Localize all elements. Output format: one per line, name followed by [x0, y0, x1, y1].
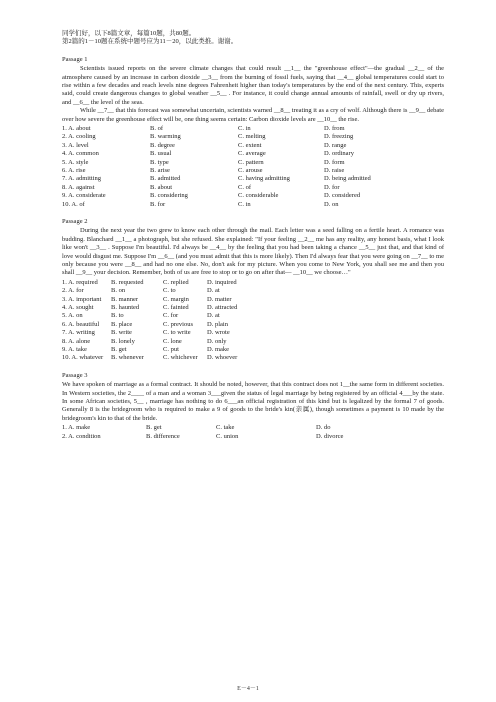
- option: B. write: [111, 329, 132, 337]
- option: C. of: [238, 183, 251, 191]
- option: B. get: [111, 345, 127, 353]
- option: D. divorce: [316, 432, 344, 440]
- question-options: [62, 424, 444, 432]
- passage-3: [62, 372, 444, 441]
- option: C. take: [216, 424, 235, 432]
- option: C. replied: [163, 278, 189, 286]
- option: C. extent: [238, 141, 262, 149]
- intro-notice: [62, 30, 444, 47]
- option: B. type: [150, 158, 169, 166]
- option: B. degree: [150, 141, 175, 149]
- question-options: [62, 346, 444, 354]
- option: B. on: [111, 287, 126, 295]
- option: 2. A. for: [62, 287, 84, 295]
- options-list: [62, 279, 444, 363]
- option: C. whichever: [163, 354, 198, 362]
- question-options: [62, 433, 444, 441]
- option: 4. A. common: [62, 150, 99, 158]
- option: 7. A. admitting: [62, 175, 101, 183]
- option: 5. A. on: [62, 312, 83, 320]
- option: B. place: [111, 320, 133, 328]
- option: C. put: [163, 345, 179, 353]
- option: C. melting: [238, 133, 266, 141]
- option: D. only: [207, 337, 227, 345]
- option: B. of: [150, 125, 163, 133]
- question-options: [62, 338, 444, 346]
- option: C. to write: [163, 329, 191, 337]
- question-options: [62, 321, 444, 329]
- option: D. inquired: [207, 278, 237, 286]
- option: 6. A. rise: [62, 167, 86, 175]
- option: C. arouse: [238, 167, 263, 175]
- question-options: [62, 175, 444, 183]
- option: D. raise: [324, 167, 345, 175]
- option: B. for: [150, 200, 166, 208]
- question-options: [62, 184, 444, 192]
- option: C. for: [163, 312, 179, 320]
- option: D. do: [316, 424, 331, 432]
- intro-line: 同学们好，以下8篇文章，每篇10题，共80题。: [62, 30, 196, 37]
- option: C. in: [238, 125, 251, 133]
- option: 2. A. condition: [62, 432, 101, 440]
- passage-title: Passage 1: [62, 55, 88, 63]
- option: B. to: [111, 312, 124, 320]
- passage-paragraph: During the next year the two grew to know each other through the mail. Each letter was a seed falling on a fertile heart. A romance was budding. Blanchard __1__ a photograph, but she refused. She explained: "If your feeling __2__ me has any reality, any honest basis, what I look like won't __3__ . Suppose I'm beautiful. I'd always be __4__ by the feeling that you had been taking a chance __5__ just that, and that kind of love would disgust me. Suppose I'm __6__ (and you must admit that this is more likely). Then I'd always fear that you were going on __7__ to me only because you were __8__ and had no one else. No, don't ask for my picture. When you come to New York, you shall see me and then you shall __9__ your decision. Remember, both of us are free to stop or to go on after that— __10__ we choose…": [62, 227, 444, 277]
- option: B. requested: [111, 278, 144, 286]
- option: B. difference: [146, 432, 180, 440]
- option: C. having admitting: [238, 175, 290, 183]
- option: C. considerable: [238, 192, 279, 200]
- option: C. in: [238, 200, 251, 208]
- option: C. margin: [163, 295, 189, 303]
- option: C. lone: [163, 337, 182, 345]
- option: 2. A. cooling: [62, 133, 96, 141]
- option: B. arise: [150, 167, 170, 175]
- option: 3. A. important: [62, 295, 102, 303]
- passage-paragraph: We have spoken of marriage as a formal contract. It should be noted, however, that this contract does not 1__the same form in different societies. In Western societies, the 2____ of a man and a woman 3___given the status of legal marriage by being registered by an official 4___by the state. In some African societies, 5__ , marriage has nothing to do 6___an official registration of this kind but is legalized by the formal 7 of goods. Generally 8 is the bridegroom who is required to make a 9 of goods to the bride's kin(亲属), though sometimes a payment is 10 made by the bridegroom's kin to that of the bride.: [62, 381, 444, 422]
- option: B. warming: [150, 133, 181, 141]
- option: D. make: [207, 345, 230, 353]
- option: D. form: [324, 158, 345, 166]
- option: 6. A. beautiful: [62, 320, 100, 328]
- option: D. at: [207, 312, 220, 320]
- option: 8. A. against: [62, 183, 95, 191]
- question-options: [62, 304, 444, 312]
- question-options: [62, 201, 444, 209]
- options-list: [62, 424, 444, 441]
- question-options: [62, 296, 444, 304]
- passage-paragraph: Scientists issued reports on the severe climate changes that could result __1__ the "greenhouse effect"—the gradual __2__ of the atmosphere caused by an increase in carbon dioxide __3__ from the burning of fossil fuels, saying that __4__ global temperatures could start to rise within a few decades and reach levels nine degrees Fahrenheit higher than today's temperatures by the end of the next century. This, experts said, could create dangerous changes to global weather __5__ . For instance, it could change annual amounts of rainfall, swell or dry up rivers, and __6__ the level of the seas.: [62, 65, 444, 106]
- option: 9. A. considerate: [62, 192, 106, 200]
- question-options: [62, 150, 444, 158]
- option: D. freezing: [324, 133, 354, 141]
- option: B. lonely: [111, 337, 135, 345]
- question-options: [62, 279, 444, 287]
- option: B. about: [150, 183, 173, 191]
- passage-paragraph: While __7__ that this forecast was somewhat uncertain, scientists warned __8__ treating it as a cry of wolf. Although there is __9__ debate over how severe the greenhouse effect will be, one thing seems certain: Carbon dioxide levels are __10__ the rise.: [62, 107, 444, 123]
- option: D. ordinary: [324, 150, 354, 158]
- option: 4. A. sought: [62, 303, 94, 311]
- option: 9. A. take: [62, 345, 87, 353]
- intro-line: 第2篇的1－10题在系统中题号应为11－20，以此类推。谢谢。: [62, 38, 238, 46]
- passage-title: Passage 3: [62, 371, 88, 379]
- option: C. previous: [163, 320, 193, 328]
- question-options: [62, 192, 444, 200]
- option: 5. A. style: [62, 158, 89, 166]
- question-options: [62, 125, 444, 133]
- option: 7. A. writing: [62, 329, 95, 337]
- option: D. attracted: [207, 303, 238, 311]
- document-page: [62, 30, 444, 441]
- passage-2: [62, 218, 444, 363]
- option: 10. A. whatever: [62, 354, 104, 362]
- option: D. whoever: [207, 354, 238, 362]
- option: C. union: [216, 432, 239, 440]
- option: C. fainted: [163, 303, 189, 311]
- option: D. at: [207, 287, 220, 295]
- option: C. pattern: [238, 158, 264, 166]
- passage-1: [62, 56, 444, 209]
- option: D. plain: [207, 320, 228, 328]
- option: 1. A. make: [62, 424, 91, 432]
- option: B. admitted: [150, 175, 181, 183]
- question-options: [62, 329, 444, 337]
- passage-title: Passage 2: [62, 217, 88, 225]
- options-list: [62, 125, 444, 209]
- option: D. considered: [324, 192, 361, 200]
- option: D. range: [324, 141, 347, 149]
- option: 3. A. level: [62, 141, 89, 149]
- option: D. from: [324, 125, 345, 133]
- question-options: [62, 354, 444, 362]
- option: 1. A. required: [62, 278, 98, 286]
- option: B. whenever: [111, 354, 144, 362]
- question-options: [62, 142, 444, 150]
- question-options: [62, 312, 444, 320]
- option: B. haunted: [111, 303, 140, 311]
- option: B. get: [146, 424, 162, 432]
- option: D. on: [324, 200, 339, 208]
- question-options: [62, 159, 444, 167]
- question-options: [62, 133, 444, 141]
- option: B. manner: [111, 295, 139, 303]
- question-options: [62, 167, 444, 175]
- option: B. considering: [150, 192, 188, 200]
- question-options: [62, 287, 444, 295]
- option: B. usual: [150, 150, 172, 158]
- option: C. to: [163, 287, 176, 295]
- option: D. matter: [207, 295, 232, 303]
- option: D. for: [324, 183, 340, 191]
- option: 1. A. about: [62, 125, 91, 133]
- page-footer: E－4－1: [237, 686, 259, 692]
- option: 10. A. of: [62, 200, 85, 208]
- option: D. wrote: [207, 329, 230, 337]
- option: 8. A. alone: [62, 337, 91, 345]
- option: D. being admitted: [324, 175, 371, 183]
- option: C. average: [238, 150, 266, 158]
